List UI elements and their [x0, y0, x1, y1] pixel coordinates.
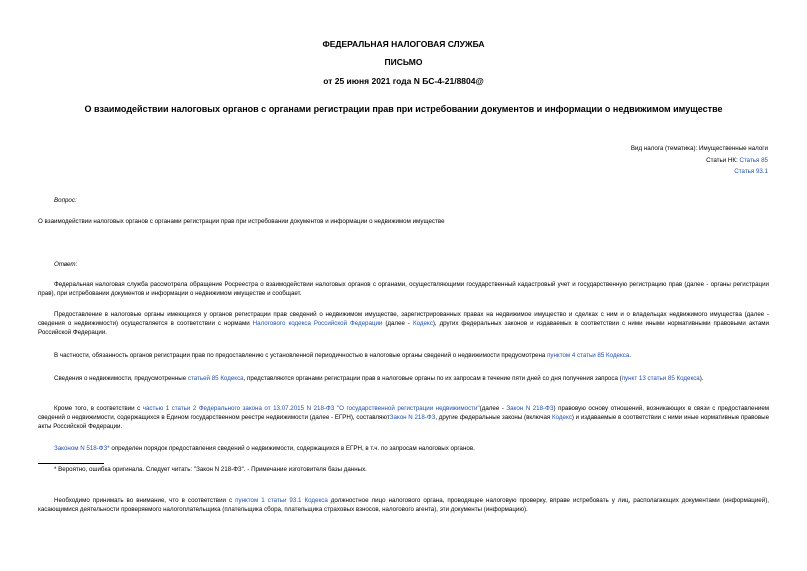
paragraph-text: (далее -	[382, 319, 413, 327]
link-article-85-code[interactable]: статьей 85 Кодекса	[187, 375, 244, 382]
agency-title: ФЕДЕРАЛЬНАЯ НАЛОГОВАЯ СЛУЖБА	[322, 39, 485, 49]
nk-articles-line	[706, 157, 768, 166]
doc-type: ПИСЬМО	[384, 57, 423, 67]
paragraph-text: , другие федеральные законы (включая	[435, 413, 552, 421]
link-law-518-fz[interactable]: Законом N 518-ФЗ*	[54, 445, 110, 452]
paragraph-text: должностное лицо налогового органа, проводящее налоговую проверку, вправе истребовать у лиц, располагающих документами (информацией), касающимися деятельности проверяемого налогоплательщика (плательщика сбора, плательщика страховых взносов, налогового агента), эти документы (информацию).	[38, 497, 769, 513]
link-code[interactable]: Кодекс	[412, 319, 433, 327]
paragraph-text: Предоставление в налоговые органы имеющихся у органов регистрации прав сведений о недвижимом имуществе, зарегистрированных правах на недвижимое имущество и сделках с ним и о владельцах недвижимого имущества (далее - сведения о недвижимости) осуществляется в соответствии с нормами	[38, 311, 769, 327]
answer-label: Ответ:	[54, 261, 78, 268]
link-article-93-1[interactable]: Статья 93.1	[734, 168, 768, 175]
link-code-2[interactable]: Кодекс	[552, 413, 572, 421]
paragraph-text: ) правовую основу отношений, возникающих в связи с предоставлением сведений о недвижимости, содержащихся в Едином государственном реестре недвижимости (далее - ЕГРН), составляют	[38, 405, 770, 421]
link-law-218-fz-2[interactable]: Закон N 218-ФЗ	[389, 413, 436, 421]
doc-date-number: от 25 июня 2021 года N БС-4-21/8804@	[323, 76, 484, 86]
answer-paragraph-4	[38, 375, 769, 384]
nk-label: Статьи НК:	[706, 157, 740, 164]
paragraph-text: Сведения о недвижимости, предусмотренные	[54, 375, 188, 382]
paragraph-text: ), других федеральных законов и издаваемых в соответствии с ними иными нормативными правовыми актами Российской Федерации.	[38, 319, 769, 336]
paragraph-text: ) и издаваемые в соответствии с ними иные нормативные правовые акты Российской Федерации.	[38, 413, 770, 430]
nk-articles-line-2	[734, 168, 768, 177]
answer-paragraph-6	[38, 445, 769, 454]
answer-paragraph-7	[38, 497, 769, 515]
link-clause-1-article-93-1[interactable]: пунктом 1 статьи 93.1 Кодекса	[235, 497, 328, 504]
paragraph-text: , представляются органами регистрации прав в налоговые органы по их запросам в течение пяти дней со дня получения запроса (	[243, 375, 622, 382]
answer-paragraph-2	[38, 311, 769, 338]
link-article-85[interactable]: Статья 85	[739, 157, 768, 164]
paragraph-text: определен порядок предоставления сведений о недвижимости, содержащихся в ЕГРН, в т.ч. по запросам налоговых органов.	[109, 445, 475, 452]
question-text: О взаимодействии налоговых органов с органами регистрации прав при истребовании документов и информации о недвижимом имуществе	[38, 218, 445, 225]
paragraph-text: .	[629, 352, 632, 359]
answer-paragraph-5	[38, 405, 769, 432]
footnote: * Вероятно, ошибка оригинала. Следует читать: "Закон N 218-ФЗ". - Примечание изготовителя базы данных.	[54, 466, 367, 473]
link-tax-code[interactable]: Налогового кодекса Российской Федерации	[252, 319, 383, 327]
document-subject: О взаимодействии налоговых органов с органами регистрации прав при истребовании документов и информации о недвижимом имуществе	[84, 104, 723, 114]
paragraph-text: ).	[699, 375, 704, 382]
tax-type-line: Вид налога (тематика): Имущественные налоги	[630, 145, 768, 152]
paragraph-text: Необходимо принимать во внимание, что в соответствии с	[54, 497, 236, 504]
question-label: Вопрос:	[54, 197, 77, 204]
paragraph-text: В частности, обязанность органов регистрации прав по предоставлению с установленной периодичностью в налоговые органы сведений о недвижимости предусмотрена	[54, 352, 548, 359]
answer-paragraph-3	[38, 352, 769, 361]
link-clause-13-article-85[interactable]: пункт 13 статьи 85 Кодекса	[621, 375, 700, 382]
link-federal-law-218[interactable]: частью 1 статьи 2 Федерального закона от 13.07.2015 N 218-ФЗ "О государственной регистрации недвижимости"	[142, 405, 480, 412]
link-clause-4-article-85[interactable]: пунктом 4 статьи 85 Кодекса	[547, 352, 630, 359]
paragraph-text: (далее -	[479, 405, 507, 412]
paragraph-text: Кроме того, в соответствии с	[54, 405, 143, 412]
footnote-separator	[38, 463, 104, 464]
answer-paragraph-1: Федеральная налоговая служба рассмотрела обращение Росреестра о взаимодействии налоговых органов с органами, осуществляющими государственный кадастровый учет и государственную регистрацию прав (далее - органы регистрации прав), при истребовании документов и информации о недвижимом имуществе и сообщает.	[38, 281, 769, 297]
link-law-218-fz[interactable]: Закон N 218-ФЗ	[506, 405, 554, 412]
